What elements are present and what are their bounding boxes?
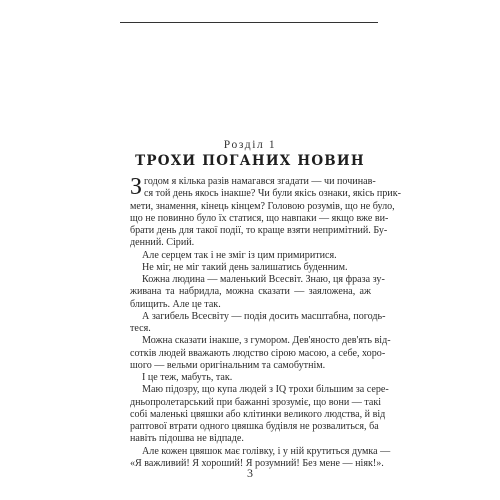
text-line: собі маленькі цвяшки або клітинки великого людства, й від xyxy=(130,408,386,420)
text-line: І це теж, мабуть, так. xyxy=(142,372,233,383)
text-line: живана та набридла, можна сказати — заяложена, аж xyxy=(130,286,371,298)
text-line: сотків людей вважають людство сірою масою, а себе, хоро- xyxy=(130,347,386,359)
text-line: блищить. Але це так. xyxy=(130,298,221,310)
text-line: Але серцем так і не зміг із цим примиритися. xyxy=(142,249,337,261)
text-line: що не повинно було їх статися, що навпаки — якщо вже ви- xyxy=(130,212,389,224)
chapter-label: Розділ 1 xyxy=(223,139,277,151)
drop-cap: З xyxy=(130,174,143,200)
text-line: раптової втрати одного цвяшка будівля не розвалиться, ба xyxy=(130,421,379,432)
text-line: Не міг, не міг такий день залишатись буденним. xyxy=(142,261,348,273)
text-line: денний. Сірий. xyxy=(130,237,195,249)
text-line: дньопролетарський при бажанні зрозуміє, що вони — такі xyxy=(130,396,382,408)
text-line: Можна сказати інакше, з гумором. Дев'яносто дев'ять від- xyxy=(142,335,391,347)
text-line: теся. xyxy=(130,323,151,334)
page-number: 3 xyxy=(247,466,253,480)
text-line: Кожна людина — маленький Всесвіт. Знаю, ця фраза зу- xyxy=(142,274,385,285)
text-line: Маю підозру, що купа людей з IQ трохи більшим за сере- xyxy=(142,384,389,396)
body-text xyxy=(130,174,401,470)
top-rule xyxy=(120,22,378,23)
text-line: шого — вельми оригінальним та самобутнім. xyxy=(130,359,326,371)
text-line: «Я важливий! Я хороший! Я розумний! Без мене — ніяк!». xyxy=(130,457,384,469)
text-line: мети, знамення, кінець кінцем? Головою розумів, що не було, xyxy=(130,200,395,212)
text-line: Але кожен цвяшок має голівку, і у ній крутиться думка — xyxy=(142,445,391,457)
chapter-title: ТРОХИ ПОГАНИХ НОВИН xyxy=(135,152,365,170)
text-line: годом я кілька разів намагався згадати — чи починав- xyxy=(144,176,376,187)
text-line: А загибель Всесвіту — подія досить масштабна, погодь- xyxy=(142,310,386,322)
text-line: навіть підошва не відпаде. xyxy=(130,433,244,445)
text-line: ся той день якось інакше? Чи були якісь ознаки, якісь прик- xyxy=(144,188,401,200)
text-line: брати день для такої події, то краще взяти непримітний. Бу- xyxy=(130,225,388,236)
